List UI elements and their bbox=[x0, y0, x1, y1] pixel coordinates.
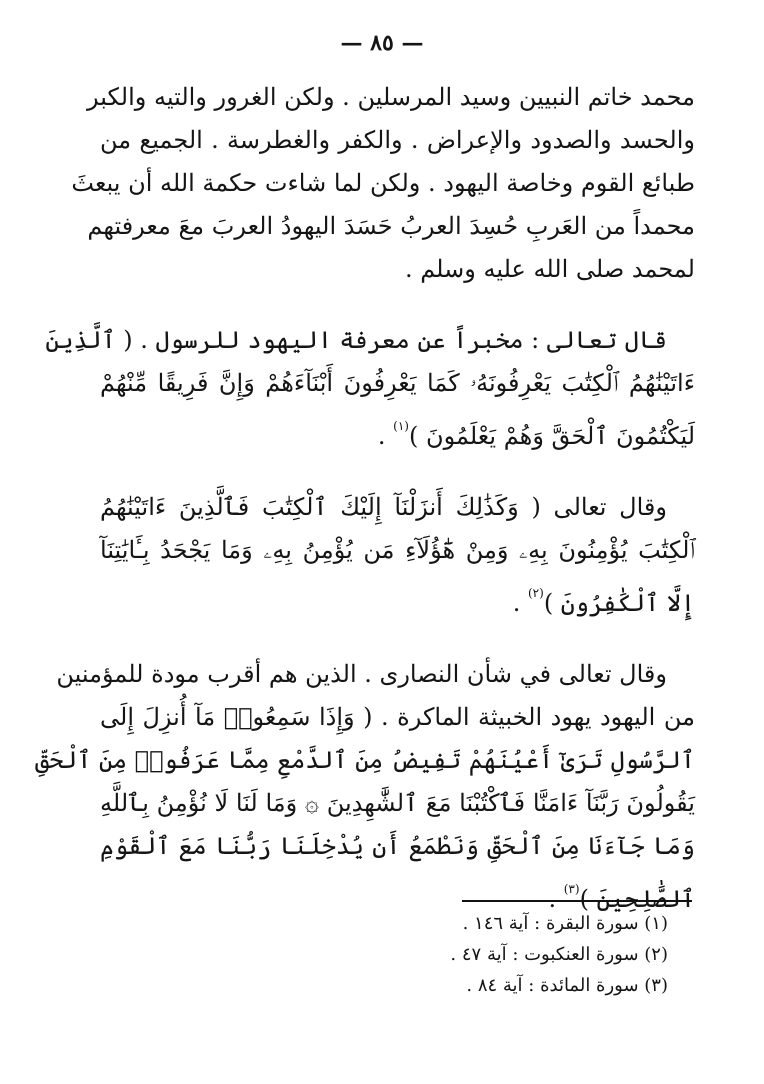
body-text bbox=[35, 76, 695, 949]
paragraph-verse-1 bbox=[45, 319, 695, 458]
paragraph-intro bbox=[71, 76, 695, 291]
footnote-ref: (٣) bbox=[563, 882, 580, 896]
text-line: محمداً من العَربِ حُسِدَ العربُ حَسَدَ اليهودُ العربَ معَ معرفتهم bbox=[87, 212, 695, 240]
text-line: طبائع القوم وخاصة اليهود . ولكن لما شاءت حكمة الله أن يبعثَ bbox=[71, 169, 695, 197]
footnotes bbox=[368, 908, 668, 1001]
text-line: ٱلرَّسُولِ تَرَىٰٓ أَعْيُنَهُمْ تَفِيضُ مِنَ ٱلدَّمْعِ مِمَّا عَرَفُوا۟ مِنَ ٱلْحَقِّ bbox=[35, 746, 695, 774]
paragraph-verse-3 bbox=[35, 653, 695, 921]
text-line: من اليهود يهود الخبيثة الماكرة . ( وَإِذَا سَمِعُوا۟ مَآ أُنزِلَ إِلَى bbox=[100, 703, 695, 731]
text-line: وقال تعالى ( وَكَذَٰلِكَ أَنزَلْنَآ إِلَيْكَ ٱلْكِتَٰبَ فَٱلَّذِينَ ءَاتَيْنَٰهُمُ bbox=[100, 493, 667, 521]
verse-text: لَيَكْتُمُونَ ٱلْحَقَّ وَهُمْ يَعْلَمُونَ ) bbox=[408, 422, 695, 450]
line-end-period: . bbox=[377, 422, 386, 450]
text-line: قال تعالى : مخبراً عن معرفة اليهود للرسول . ( ٱلَّذِينَ bbox=[45, 326, 667, 354]
page-number: — ٨٥ — bbox=[340, 30, 424, 56]
footnote-ref: (٢) bbox=[527, 586, 544, 600]
line-end-period: . bbox=[548, 885, 557, 913]
text-line: والحسد والصدود والإعراض . والكفر والغطرسة . الجميع من bbox=[100, 126, 695, 154]
text-line: ءَاتَيْنَٰهُمُ ٱلْكِتَٰبَ يَعْرِفُونَهُۥ كَمَا يَعْرِفُونَ أَبْنَآءَهُمْ وَإِنَّ فَرِيقًا مِّنْهُمْ bbox=[100, 369, 695, 397]
footnote-2: (٢) سورة العنكبوت : آية ٤٧ . bbox=[450, 944, 668, 965]
text-line-with-ref bbox=[100, 572, 695, 625]
verse-text: ٱلصَّٰلِحِينَ ) bbox=[579, 885, 695, 913]
text-line: ٱلْكِتَٰبَ يُؤْمِنُونَ بِهِۦ وَمِنْ هَٰٓؤُلَآءِ مَن يُؤْمِنُ بِهِۦ وَمَا يَجْحَدُ بِـَٔايَٰتِنَآ bbox=[100, 536, 695, 564]
line-end-period: . bbox=[512, 589, 521, 617]
text-line: يَقُولُونَ رَبَّنَآ ءَامَنَّا فَٱكْتُبْنَا مَعَ ٱلشَّٰهِدِينَ ۞ وَمَا لَنَا لَا نُؤْمِنُ بِٱللَّهِ bbox=[100, 789, 695, 817]
verse-text: إِلَّا ٱلْكَٰفِرُونَ ) bbox=[543, 589, 695, 617]
footnote-divider bbox=[462, 900, 692, 902]
footnote-3: (٣) سورة المائدة : آية ٨٤ . bbox=[466, 975, 668, 996]
text-line: محمد خاتم النبيين وسيد المرسلين . ولكن الغرور والتيه والكبر bbox=[87, 83, 695, 111]
paragraph-verse-2 bbox=[100, 486, 695, 625]
text-line: وقال تعالى في شأن النصارى . الذين هم أقرب مودة للمؤمنين bbox=[56, 660, 667, 688]
text-line: لمحمد صلى الله عليه وسلم . bbox=[404, 255, 695, 283]
text-line: وَمَا جَآءَنَا مِنَ ٱلْحَقِّ وَنَطْمَعُ أَن يُدْخِلَنَا رَبُّنَا مَعَ ٱلْقَوْمِ bbox=[100, 832, 695, 860]
footnote-ref: (١) bbox=[393, 419, 409, 433]
footnote-1: (١) سورة البقرة : آية ١٤٦ . bbox=[462, 913, 668, 934]
text-line-with-ref bbox=[100, 405, 695, 458]
